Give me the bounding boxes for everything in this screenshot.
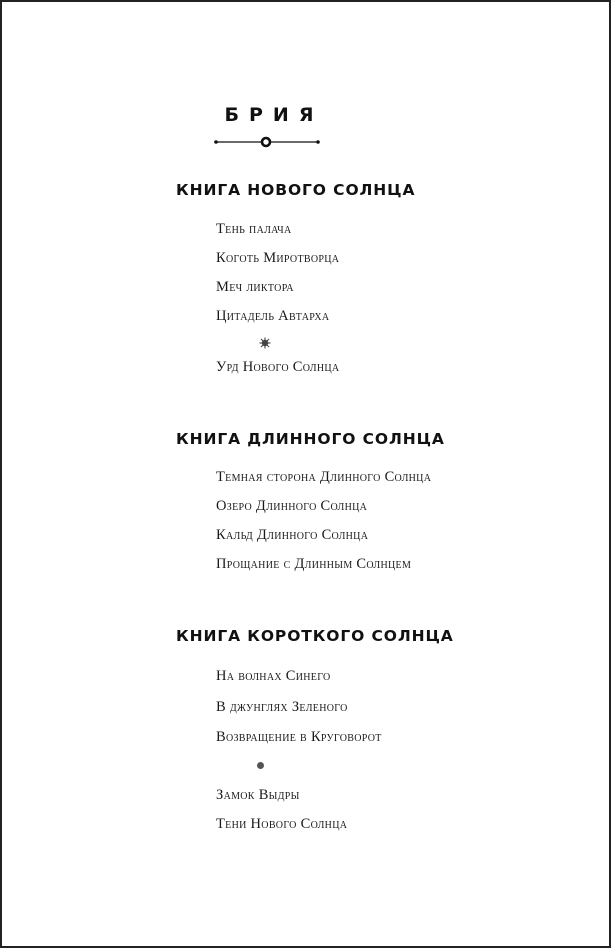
book-title: Тени Нового Солнца — [216, 816, 348, 832]
book-title: Тень палача — [216, 221, 292, 237]
book-title: Прощание с Длинным Солнцем — [216, 556, 412, 572]
book-title: Урд Нового Солнца — [216, 359, 340, 375]
book-title: Кальд Длинного Солнца — [216, 527, 369, 543]
divider-ornament-icon — [214, 135, 320, 149]
book-title: Меч ликтора — [216, 279, 294, 295]
section-heading-new-sun: КНИГА НОВОГО СОЛНЦА — [176, 181, 416, 199]
section-heading-long-sun: КНИГА ДЛИННОГО СОЛНЦА — [176, 430, 445, 448]
book-title: Замок Выдры — [216, 787, 300, 803]
book-title: Темная сторона Длинного Солнца — [216, 469, 432, 485]
book-title: Озеро Длинного Солнца — [216, 498, 368, 514]
book-title: Возвращение в Круговорот — [216, 729, 382, 745]
book-title: Коготь Миротворца — [216, 250, 340, 266]
page-title: БРИЯ — [224, 104, 324, 126]
sunburst-icon — [259, 337, 271, 349]
book-title: Цитадель Автарха — [216, 308, 330, 324]
book-title: На волнах Синего — [216, 668, 331, 684]
book-title: В джунглях Зеленого — [216, 699, 348, 715]
dot-icon — [257, 762, 264, 769]
section-heading-short-sun: КНИГА КОРОТКОГО СОЛНЦА — [176, 627, 454, 645]
